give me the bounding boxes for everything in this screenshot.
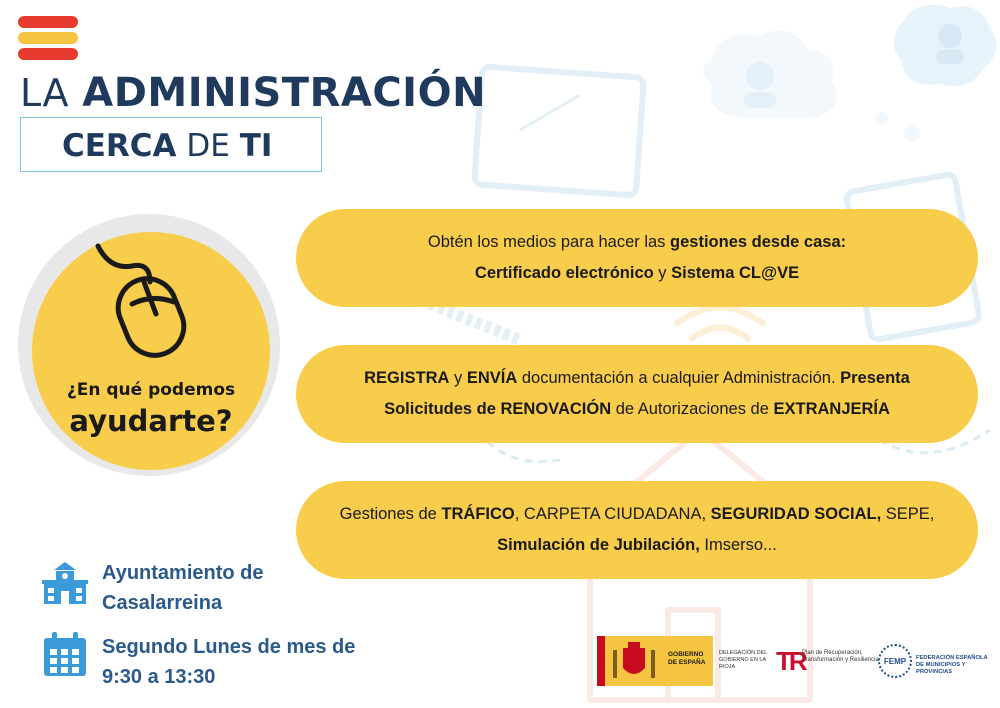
- calendar-icon: [42, 632, 88, 678]
- service-pill-home-procedures: [296, 209, 978, 307]
- help-answer: ayudarte?: [69, 404, 233, 438]
- help-question: ¿En qué podemos: [66, 380, 236, 400]
- shield-icon: [611, 642, 657, 682]
- service-line: Certificado electrónico y Sistema CL@VE: [474, 264, 800, 282]
- gobierno-logo: GOBIERNO DE ESPAÑA DELEGACIÓN DEL GOBIERNO EN LA RIOJA: [597, 636, 767, 686]
- page-title: LA ADMINISTRACIÓN: [20, 70, 487, 116]
- service-pill-registry: [296, 345, 978, 443]
- service-line: Solicitudes de RENOVACIÓN de Autorizaciones de EXTRANJERÍA: [384, 400, 890, 418]
- service-line: Simulación de Jubilación, Imserso...: [497, 536, 777, 554]
- service-line: REGISTRA y ENVÍA documentación a cualquier Administración. Presenta: [364, 369, 910, 387]
- page-subtitle: CERCA DE TI: [62, 128, 273, 164]
- femp-logo: FEMP FEDERACIÓN ESPAÑOLA DE MUNICIPIOS Y PROVINCIAS: [878, 644, 994, 684]
- schedule-text: Segundo Lunes de mes de 9:30 a 13:30: [102, 636, 356, 688]
- mouse-icon: [92, 242, 202, 360]
- service-pill-other-procedures: [296, 481, 978, 579]
- recovery-plan-logo: TR Plan de Recuperación, Transformación y Resiliencia: [776, 646, 879, 676]
- location-text: Ayuntamiento de Casalarreina: [102, 562, 264, 614]
- service-line: Gestiones de TRÁFICO, CARPETA CIUDADANA, SEGURIDAD SOCIAL, SEPE,: [339, 505, 935, 523]
- town-hall-icon: [42, 562, 88, 604]
- spain-flag-icon: [18, 16, 78, 60]
- service-line: Obtén los medios para hacer las gestiones desde casa:: [427, 233, 847, 251]
